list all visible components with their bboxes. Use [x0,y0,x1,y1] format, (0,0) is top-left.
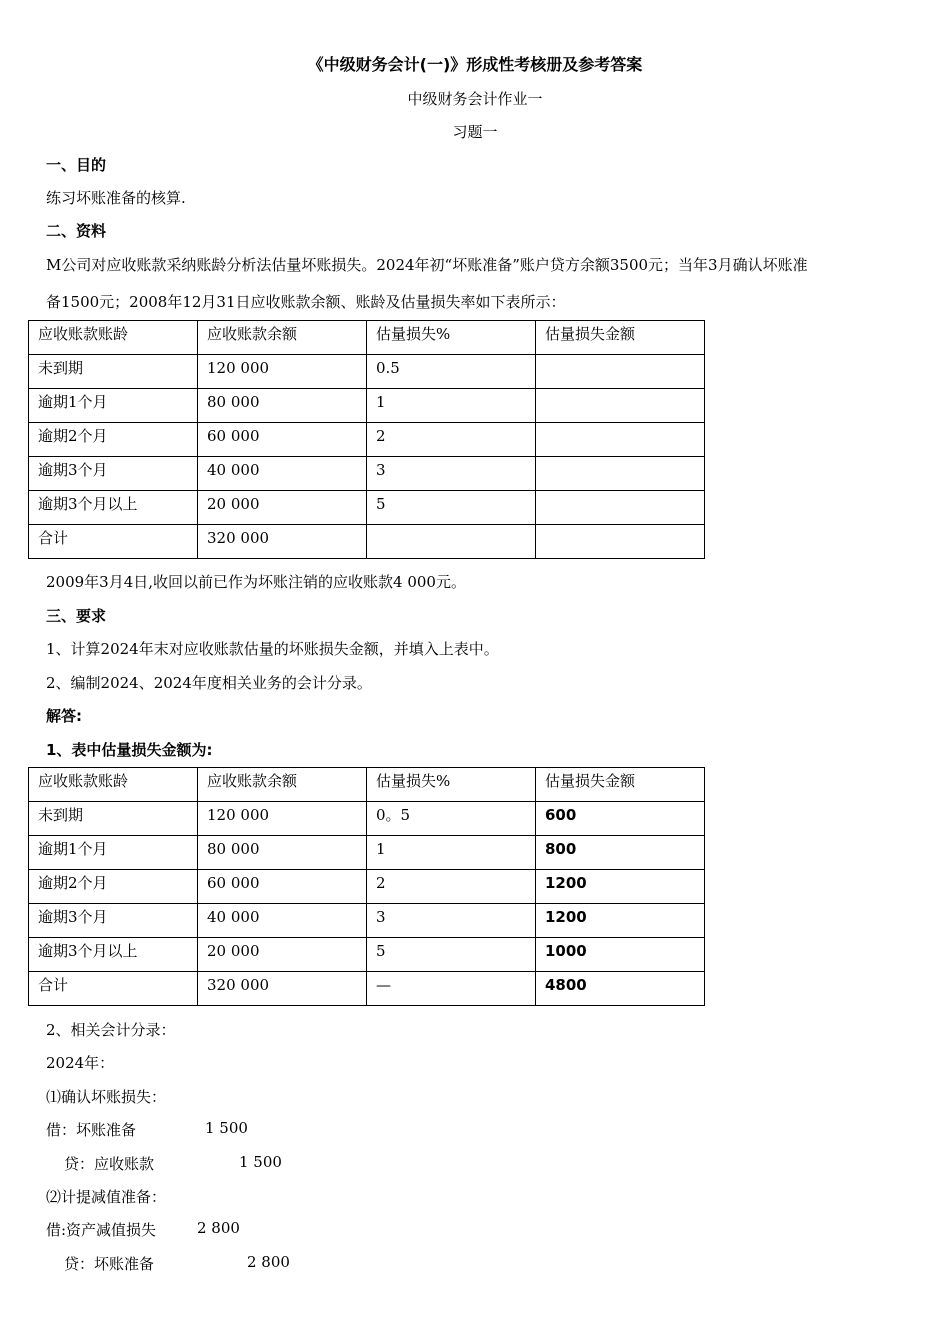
table-cell: 80 000 [198,389,367,423]
table-row [29,802,705,836]
table-cell: 未到期 [29,355,198,389]
table-cell: 5 [367,491,536,525]
table-cell: 逾期3个月 [29,904,198,938]
table-cell: 合计 [29,525,198,559]
loss-amount-cell: 800 [536,836,705,870]
entry-1-credit-amount: 1 500 [239,1153,282,1171]
table-header-row [29,768,705,802]
document-subtitle: 中级财务会计作业一 [407,90,543,108]
table-cell: 逾期1个月 [29,836,198,870]
requirement-1: 1、计算2024年末对应收账款估量的坏账损失金额，并填入上表中。 [46,640,499,658]
table-cell: 60 000 [198,870,367,904]
table-header-cell: 应收账款账龄 [29,768,198,802]
table-cell: 20 000 [198,491,367,525]
purpose-heading: 一、目的 [46,156,107,174]
table-cell: 320 000 [198,525,367,559]
table-cell: 逾期2个月 [29,870,198,904]
loss-amount-cell: 600 [536,802,705,836]
loss-amount-cell: 1200 [536,904,705,938]
table-cell: 2 [367,423,536,457]
entry-1-debit-account: 借：坏账准备 [46,1121,137,1139]
table-header-cell: 估量损失% [367,768,536,802]
entry-2-credit-account: 贷：坏账准备 [64,1255,155,1273]
requirement-heading: 三、要求 [46,607,107,625]
table-cell: 40 000 [198,904,367,938]
table-cell: 60 000 [198,423,367,457]
entry-2-debit-amount: 2 800 [197,1219,240,1237]
table-cell: 1 [367,389,536,423]
material-line-1: M公司对应收账款采纳账龄分析法估量坏账损失。2024年初“坏账准备”账户贷方余额3500元；当年3月确认坏账准 [46,256,808,274]
table-cell: 20 000 [198,938,367,972]
loss-amount-cell: 1000 [536,938,705,972]
table-cell: 5 [367,938,536,972]
table-row [29,525,705,559]
table-cell [536,525,705,559]
table-cell: 1 [367,836,536,870]
table-cell: 120 000 [198,355,367,389]
entries-heading: 2、相关会计分录： [46,1021,176,1039]
table-cell: 3 [367,904,536,938]
table-cell: 120 000 [198,802,367,836]
purpose-text: 练习坏账准备的核算. [46,189,186,207]
table-cell: 0。5 [367,802,536,836]
table-cell: 3 [367,457,536,491]
table-cell [536,491,705,525]
table-row [29,389,705,423]
table-cell [367,525,536,559]
table-cell [536,423,705,457]
material-heading: 二、资料 [46,222,107,240]
table-header-row [29,321,705,355]
loss-amount-cell: 4800 [536,972,705,1006]
table-cell: 逾期2个月 [29,423,198,457]
table-row [29,836,705,870]
table-row [29,491,705,525]
entry-1-title: ⑴确认坏账损失： [46,1088,167,1106]
table-row [29,938,705,972]
note-after-table: 2009年3月4日,收回以前已作为坏账注销的应收账款4 000元。 [46,573,466,591]
table-row [29,423,705,457]
answer-table [28,767,705,1006]
table-row [29,457,705,491]
aging-table [28,320,705,559]
table-header-cell: 应收账款余额 [198,321,367,355]
table-header-cell: 估量损失金额 [536,321,705,355]
table-cell: 40 000 [198,457,367,491]
table-row [29,870,705,904]
table-cell: 320 000 [198,972,367,1006]
table-cell [536,457,705,491]
table-row [29,355,705,389]
table-cell: 80 000 [198,836,367,870]
table-header-cell: 应收账款账龄 [29,321,198,355]
material-line-2: 备1500元；2008年12月31日应收账款余额、账龄及估量损失率如下表所示： [46,293,566,311]
document-title: 《中级财务会计(一)》形成性考核册及参考答案 [307,55,643,74]
table-row [29,972,705,1006]
entry-2-debit-account: 借:资产减值损失 [46,1221,157,1239]
loss-amount-cell: 1200 [536,870,705,904]
table-cell [536,355,705,389]
entry-1-debit-amount: 1 500 [205,1119,248,1137]
table-cell: 逾期3个月以上 [29,491,198,525]
entry-1-credit-account: 贷：应收账款 [64,1155,155,1173]
table-cell [536,389,705,423]
entry-2-credit-amount: 2 800 [247,1253,290,1271]
answer-heading: 解答: [46,707,82,725]
table-cell: 逾期3个月以上 [29,938,198,972]
table-cell: 逾期3个月 [29,457,198,491]
table-cell: — [367,972,536,1006]
table-cell: 未到期 [29,802,198,836]
answer-1-heading: 1、表中估量损失金额为: [46,741,213,759]
requirement-2: 2、编制2024、2024年度相关业务的会计分录。 [46,674,372,692]
table-cell: 0.5 [367,355,536,389]
table-cell: 合计 [29,972,198,1006]
entries-year: 2024年： [46,1054,115,1072]
table-cell: 逾期1个月 [29,389,198,423]
table-cell: 2 [367,870,536,904]
entry-2-title: ⑵计提减值准备： [46,1188,167,1206]
table-header-cell: 估量损失金额 [536,768,705,802]
exercise-title: 习题一 [452,123,498,141]
table-header-cell: 应收账款余额 [198,768,367,802]
table-row [29,904,705,938]
table-header-cell: 估量损失% [367,321,536,355]
